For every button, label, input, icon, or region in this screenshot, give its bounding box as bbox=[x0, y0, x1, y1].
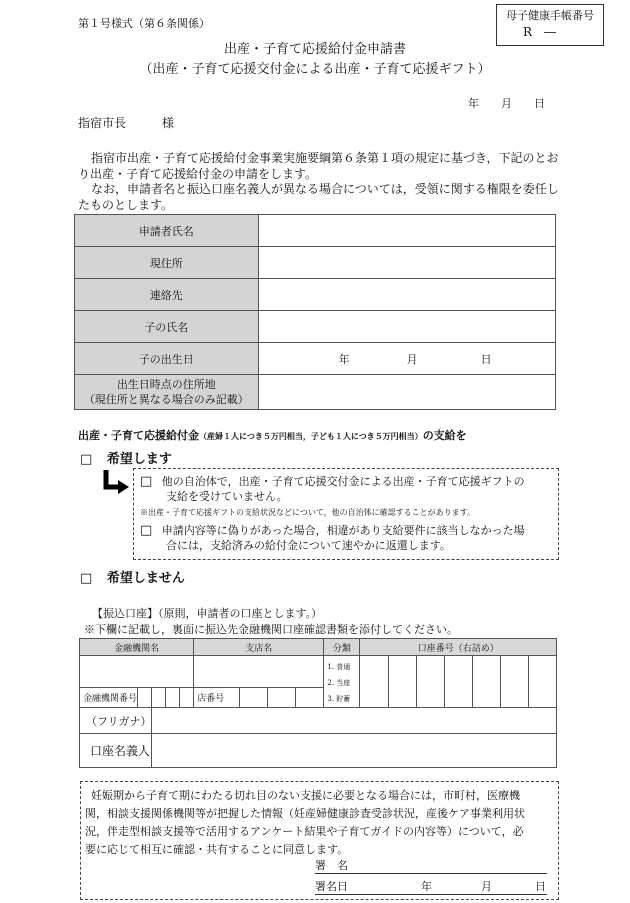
wish-yes-conditions bbox=[133, 468, 559, 560]
bank-code-digit[interactable] bbox=[166, 688, 180, 708]
table-row bbox=[80, 734, 557, 768]
condition-checkbox[interactable]: □ bbox=[140, 474, 153, 489]
table-row bbox=[75, 279, 556, 311]
table-row bbox=[75, 215, 556, 247]
birth-address-label: 出生日時点の住所地 bbox=[116, 378, 216, 391]
account-type-options[interactable] bbox=[324, 656, 360, 708]
account-digit[interactable] bbox=[500, 656, 528, 708]
birth-date-field[interactable] bbox=[258, 343, 555, 375]
consent-line: 妊娠期から子育て期にわたる切れ目のない支援に必要となる場合には，市町村，医療機 bbox=[91, 789, 520, 802]
bank-code-digit[interactable] bbox=[180, 688, 194, 708]
birth-day-label: 日 bbox=[480, 353, 492, 366]
signature-field[interactable] bbox=[315, 858, 547, 874]
sign-month-label: 月 bbox=[481, 880, 492, 893]
branch-code-digit[interactable] bbox=[240, 688, 268, 708]
wish-no-label: 希望しません bbox=[106, 571, 185, 586]
row-label bbox=[75, 375, 259, 410]
consent-line: 関，相談支援関係機関等が把握した情報（妊産婦健康診査受診状況，産後ケア事業利用状 bbox=[85, 807, 525, 820]
arrow-down-right-icon bbox=[102, 469, 132, 497]
row-label: 申請者氏名 bbox=[75, 215, 259, 247]
account-holder-label: 口座名義人 bbox=[80, 734, 152, 768]
bank-name-field[interactable] bbox=[80, 656, 194, 688]
account-digit[interactable] bbox=[416, 656, 444, 708]
bank-name-header: 金融機関名 bbox=[80, 639, 194, 656]
condition-checkbox[interactable]: □ bbox=[140, 523, 153, 538]
birth-month-label: 月 bbox=[406, 353, 418, 366]
child-name-field[interactable] bbox=[258, 311, 555, 343]
branch-code-digit[interactable] bbox=[296, 688, 324, 708]
gift-notice: ※出産・子育て応援ギフトの支給状況などについて，他の自治体に確認することがあります。 bbox=[140, 508, 476, 517]
handbook-number-box bbox=[496, 4, 604, 46]
account-type-header: 分類 bbox=[324, 639, 360, 656]
condition-item: □ 他の自治体で，出産・子育て応援交付金による出産・子育て応援ギフトの bbox=[140, 474, 525, 489]
consent-line: 況，伴走型相談支援等で活用するアンケート結果や子育てガイドの内容等）について，必 bbox=[85, 825, 524, 838]
table-row bbox=[75, 311, 556, 343]
account-type-option[interactable]: 1. 普通 bbox=[327, 663, 351, 671]
applicant-name-field[interactable] bbox=[258, 215, 555, 247]
consent-box bbox=[80, 781, 559, 900]
handbook-number-label: 母子健康手帳番号 bbox=[506, 9, 594, 22]
branch-code-label: 店番号 bbox=[194, 688, 240, 708]
table-row bbox=[75, 343, 556, 375]
signature-label: 署 名 bbox=[315, 859, 348, 872]
wish-yes-label: 希望します bbox=[106, 452, 172, 467]
wish-yes-checkbox[interactable]: □ bbox=[80, 452, 93, 467]
account-type-option[interactable]: 3. 貯蓄 bbox=[327, 695, 351, 703]
consent-line: 要に応じて相互に確認・共有することに同意します。 bbox=[85, 843, 349, 856]
sign-day-label: 日 bbox=[535, 880, 546, 893]
addressee: 指宿市長 様 bbox=[78, 116, 175, 130]
branch-code-digit[interactable] bbox=[268, 688, 296, 708]
payment-lead: 出産・子育て応援給付金 bbox=[78, 429, 199, 442]
wish-no-option[interactable] bbox=[80, 570, 185, 588]
bank-code-digit[interactable] bbox=[138, 688, 152, 708]
account-number-header: 口座番号（右詰め） bbox=[360, 639, 557, 656]
table-row bbox=[80, 639, 557, 656]
account-digit[interactable] bbox=[388, 656, 416, 708]
handbook-number-value: R ― bbox=[523, 25, 557, 39]
bank-instruction: ※下欄に記載し，裏面に振込先金融機関口座確認書類を添付してください。 bbox=[84, 623, 458, 636]
condition-item-cont: 支給を受けていません。 bbox=[166, 490, 288, 503]
intro-line: 指宿市出産・子育て応援給付金事業実施要綱第６条第１項の規定に基づき，下記のとお bbox=[91, 151, 559, 165]
intro-line: たものとします。 bbox=[78, 198, 174, 212]
wish-no-checkbox[interactable]: □ bbox=[80, 571, 93, 586]
account-digit[interactable] bbox=[528, 656, 556, 708]
furigana-field[interactable] bbox=[152, 708, 557, 734]
row-label: 現住所 bbox=[75, 247, 259, 279]
row-label: 連絡先 bbox=[75, 279, 259, 311]
birth-year-label: 年 bbox=[338, 353, 350, 366]
account-digit[interactable] bbox=[444, 656, 472, 708]
condition-item: □ 申請内容等に偽りがあった場合，相違があり支給要件に該当しなかった場 bbox=[140, 523, 525, 538]
payment-tail: の支給を bbox=[422, 429, 467, 442]
application-date: 年 月 日 bbox=[468, 97, 545, 110]
bank-table bbox=[79, 638, 557, 768]
signature-date-field[interactable] bbox=[315, 879, 547, 895]
signature-date-label: 署名日 bbox=[315, 880, 348, 893]
row-label: 子の出生日 bbox=[75, 343, 259, 375]
intro-line: なお，申請者名と振込口座名義人が異なる場合については，受領に関する権限を委任し bbox=[91, 182, 559, 196]
branch-name-field[interactable] bbox=[194, 656, 324, 688]
table-row bbox=[75, 375, 556, 410]
form-number: 第１号様式（第６条関係） bbox=[78, 17, 210, 30]
intro-line: り出産・子育て応援給付金の申請をします。 bbox=[78, 167, 318, 181]
applicant-table bbox=[74, 214, 556, 410]
table-row bbox=[75, 247, 556, 279]
account-type-option[interactable]: 2. 当座 bbox=[327, 679, 351, 687]
table-row bbox=[80, 708, 557, 734]
address-field[interactable] bbox=[258, 247, 555, 279]
branch-name-header: 支店名 bbox=[194, 639, 324, 656]
bank-code-digit[interactable] bbox=[152, 688, 166, 708]
account-digit[interactable] bbox=[360, 656, 388, 708]
condition-item-cont: 合には，支給済みの給付金について速やかに返還します。 bbox=[166, 539, 451, 552]
payment-note: （産婦１人につき５万円相当，子ども１人につき５万円相当） bbox=[199, 431, 423, 441]
bank-code-label: 金融機関番号 bbox=[80, 688, 138, 708]
table-row bbox=[80, 656, 557, 688]
birth-address-note: （現住所と異なる場合のみ記載） bbox=[83, 393, 249, 406]
furigana-label: （フリガナ） bbox=[80, 708, 152, 734]
account-digit[interactable] bbox=[472, 656, 500, 708]
row-label: 子の氏名 bbox=[75, 311, 259, 343]
payment-line bbox=[78, 428, 467, 444]
contact-field[interactable] bbox=[258, 279, 555, 311]
birth-address-field[interactable] bbox=[258, 375, 555, 410]
form-subtitle: （出産・子育て応援交付金による出産・子育て応援ギフト） bbox=[139, 62, 491, 77]
wish-yes-option[interactable] bbox=[80, 451, 172, 469]
sign-year-label: 年 bbox=[421, 880, 432, 893]
bank-section-title: 【振込口座】（原則，申請者の口座とします。） bbox=[92, 607, 323, 620]
account-holder-field[interactable] bbox=[152, 734, 557, 768]
form-title: 出産・子育て応援給付金申請書 bbox=[223, 42, 406, 57]
